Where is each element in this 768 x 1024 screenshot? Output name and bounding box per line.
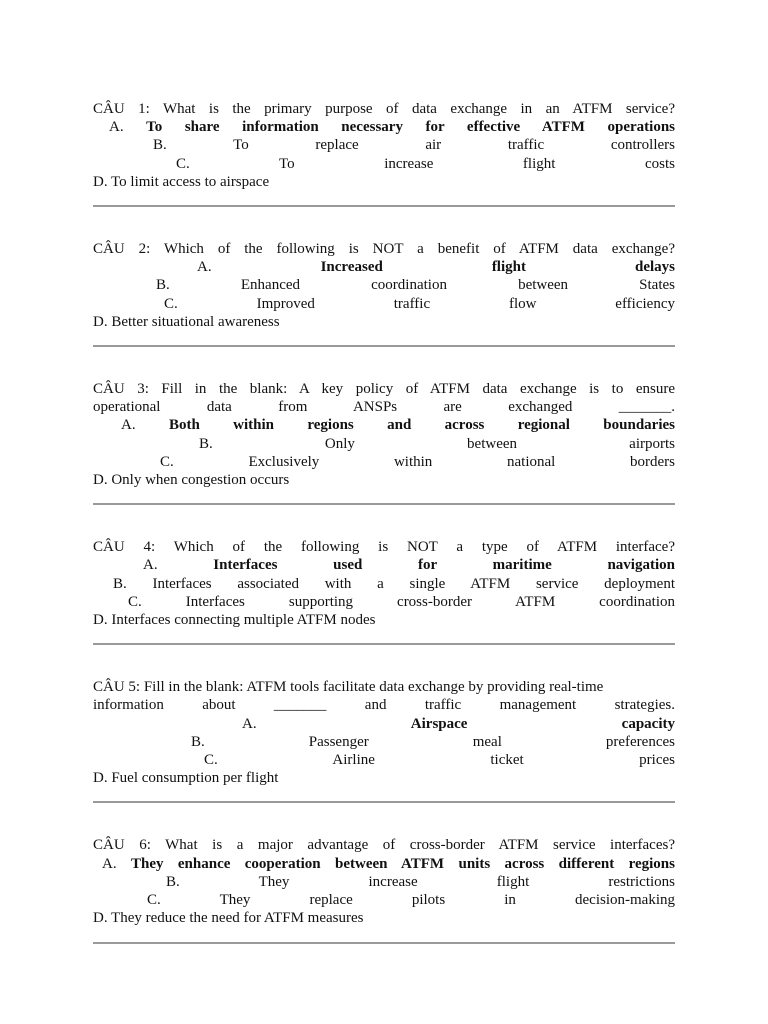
option-letter: A. xyxy=(121,417,169,434)
answer-option: C. They replace pilots in decision-making xyxy=(147,892,675,909)
option-text: Increased flight delays xyxy=(320,259,675,276)
answer-option: B. Enhanced coordination between States xyxy=(156,277,675,294)
question-gap xyxy=(93,505,675,538)
question-text: CÂU 6: What is a major advantage of cross-border ATFM service interfaces? xyxy=(93,837,675,854)
option-letter: A. xyxy=(102,855,131,872)
option-text: They enhance cooperation between ATFM units across different regions xyxy=(130,855,675,872)
option-letter: A. xyxy=(242,715,411,732)
option-letter: A. xyxy=(197,259,321,276)
answer-option: B. Only between airports xyxy=(199,435,675,452)
question-divider xyxy=(93,942,675,944)
option-letter: A. xyxy=(109,119,147,136)
answer-option-correct xyxy=(93,118,675,136)
question-text: CÂU 2: Which of the following is NOT a benefit of ATFM data exchange? xyxy=(93,241,675,258)
option-text: Interfaces used for maritime navigation xyxy=(213,557,675,574)
question-block xyxy=(93,240,675,347)
answer-option: D. To limit access to airspace xyxy=(93,173,270,190)
answer-option: C. Exclusively within national borders xyxy=(160,453,675,470)
answer-option-correct xyxy=(93,416,675,434)
answer-option: C. Airline ticket prices xyxy=(204,752,675,769)
question-gap xyxy=(93,645,675,678)
answer-option: operational data from ANSPs are exchanged _______. xyxy=(93,399,675,416)
answer-option: D. Interfaces connecting multiple ATFM nodes xyxy=(93,612,376,629)
question-text: CÂU 4: Which of the following is NOT a type of ATFM interface? xyxy=(93,539,675,556)
question-block xyxy=(93,836,675,943)
question-text: CÂU 1: What is the primary purpose of data exchange in an ATFM service? xyxy=(93,101,675,117)
question-text: CÂU 5: Fill in the blank: ATFM tools facilitate data exchange by providing real-time xyxy=(93,679,604,696)
answer-option: C. Interfaces supporting cross-border ATFM coordination xyxy=(128,593,675,610)
answer-option: D. Fuel consumption per flight xyxy=(93,770,279,787)
question-gap xyxy=(93,207,675,240)
question-gap xyxy=(93,347,675,380)
answer-option: information about _______ and traffic management strategies. xyxy=(93,697,675,714)
answer-option: B. To replace air traffic controllers xyxy=(153,137,675,154)
answer-option-correct xyxy=(93,715,675,733)
answer-option: C. To increase flight costs xyxy=(176,155,675,172)
option-text: Airspace capacity xyxy=(410,715,675,732)
answer-option-correct xyxy=(93,258,675,276)
option-text: Both within regions and across regional boundaries xyxy=(168,417,675,434)
question-block xyxy=(93,538,675,645)
answer-option: D. Only when congestion occurs xyxy=(93,472,290,489)
answer-option: C. Improved traffic flow efficiency xyxy=(164,295,675,312)
document-page xyxy=(93,100,675,944)
option-text: To share information necessary for effective ATFM operations xyxy=(146,119,675,136)
answer-option: B. Interfaces associated with a single ATFM service deployment xyxy=(113,575,675,592)
answer-option-correct xyxy=(93,556,675,574)
question-block xyxy=(93,678,675,803)
answer-option: B. They increase flight restrictions xyxy=(166,873,675,890)
answer-option: D. Better situational awareness xyxy=(93,313,280,330)
question-block xyxy=(93,380,675,505)
answer-option: D. They reduce the need for ATFM measures xyxy=(93,910,364,927)
question-gap xyxy=(93,803,675,836)
question-block xyxy=(93,100,675,207)
question-text: CÂU 3: Fill in the blank: A key policy of ATFM data exchange is to ensure xyxy=(93,381,675,398)
answer-option-correct xyxy=(93,855,675,873)
option-letter: A. xyxy=(143,557,214,574)
answer-option: B. Passenger meal preferences xyxy=(191,733,675,750)
